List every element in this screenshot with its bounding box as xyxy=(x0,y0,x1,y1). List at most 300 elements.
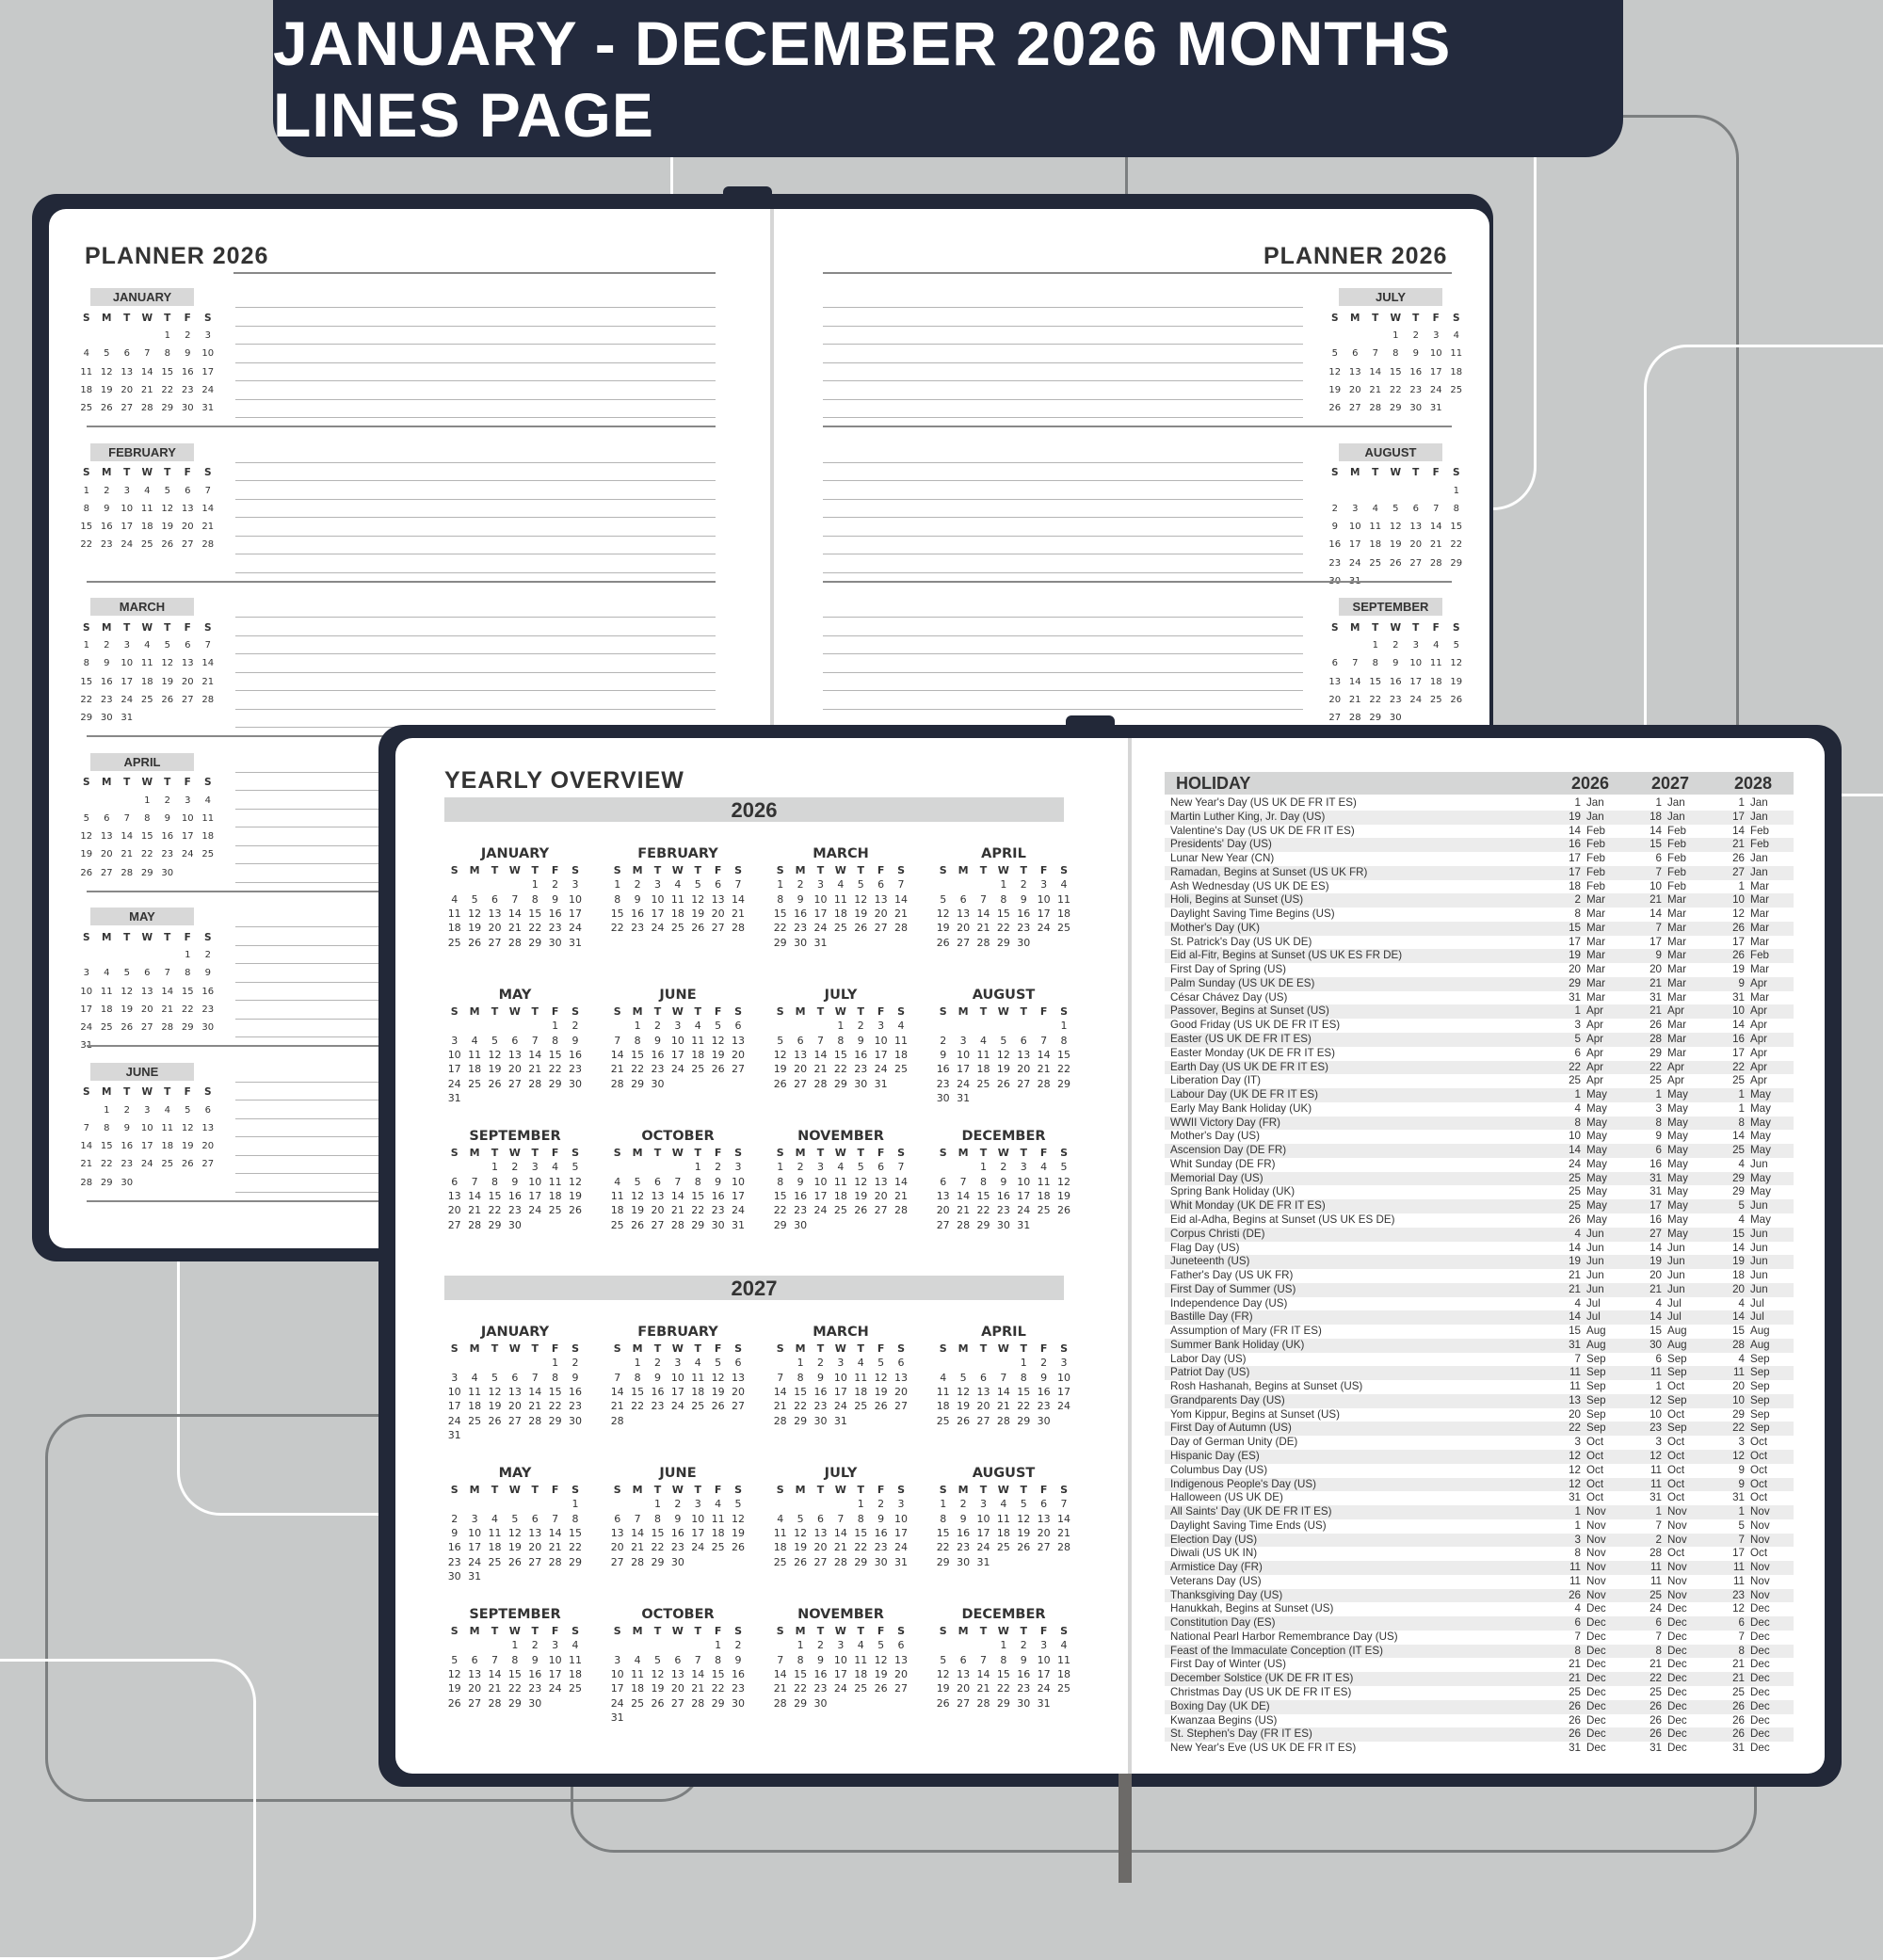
writing-line[interactable] xyxy=(235,462,716,463)
day-cell: 9 xyxy=(674,1512,682,1525)
day-cell: 23 xyxy=(1017,1682,1031,1695)
day-cell: 26 xyxy=(100,403,113,414)
month-calendar-march xyxy=(770,1323,911,1428)
day-cell: 20 xyxy=(874,1190,888,1203)
planner-left-title: PLANNER 2026 xyxy=(85,243,269,269)
writing-line[interactable] xyxy=(235,517,716,518)
day-cell: 17 xyxy=(691,1527,705,1540)
day-cell: 15 xyxy=(610,908,624,921)
day-cell: 27 xyxy=(488,936,502,949)
day-cell: 2 xyxy=(185,330,191,342)
holiday-day: 15 xyxy=(1569,1325,1581,1338)
holiday-month: May xyxy=(1586,1199,1607,1213)
weekday-label: T xyxy=(1372,467,1379,479)
weekday-label: S xyxy=(776,1484,784,1497)
day-cell: 2 xyxy=(674,1498,682,1511)
day-cell: 17 xyxy=(894,1527,909,1540)
day-cell: 19 xyxy=(161,522,174,533)
holiday-year-2028: 2028 xyxy=(1734,774,1773,793)
weekday-header-row xyxy=(1325,309,1467,327)
day-cell: 13 xyxy=(201,1122,215,1133)
holiday-day: 1 xyxy=(1738,1505,1745,1518)
day-cell: 23 xyxy=(651,1063,665,1076)
holiday-day: 22 xyxy=(1732,1422,1745,1435)
day-cell: 23 xyxy=(732,1682,746,1695)
day-cell: 15 xyxy=(691,1190,705,1203)
day-cell: 2 xyxy=(451,1512,459,1525)
holiday-name: Hanukkah, Begins at Sunset (US) xyxy=(1170,1602,1334,1615)
writing-line[interactable] xyxy=(823,672,1303,673)
day-cell: 29 xyxy=(161,403,174,414)
day-cell: 14 xyxy=(610,1386,624,1399)
day-cell: 6 xyxy=(614,1512,621,1525)
week-row xyxy=(607,1526,748,1540)
day-cell: 29 xyxy=(1057,1077,1071,1090)
week-row xyxy=(607,1385,748,1399)
week-row xyxy=(76,381,218,399)
weekday-label: T xyxy=(816,1484,825,1497)
day-cell: 12 xyxy=(488,1049,502,1062)
weekday-header-row xyxy=(607,1624,748,1638)
weekday-label: W xyxy=(671,1342,684,1356)
holiday-row xyxy=(1165,991,1794,1005)
day-cell: 5 xyxy=(653,1653,661,1666)
holiday-day: 21 xyxy=(1732,1658,1745,1671)
day-cell: 29 xyxy=(996,1696,1010,1710)
holiday-month: Apr xyxy=(1750,976,1768,989)
day-cell: 13 xyxy=(711,892,725,906)
day-cell: 30 xyxy=(181,403,194,414)
weekday-label: S xyxy=(1060,1147,1068,1160)
section-divider xyxy=(87,581,716,583)
day-cell: 11 xyxy=(140,503,153,514)
holiday-month: Dec xyxy=(1586,1644,1606,1657)
holiday-day: 21 xyxy=(1650,893,1662,907)
day-cell: 24 xyxy=(1017,1204,1031,1217)
weekday-label: W xyxy=(834,1625,846,1638)
day-cell: 19 xyxy=(488,1063,502,1076)
week-row xyxy=(933,1091,1074,1105)
holiday-month: May xyxy=(1667,1130,1688,1143)
holiday-month: May xyxy=(1667,1227,1688,1240)
weekday-label: S xyxy=(571,864,579,877)
day-cell: 28 xyxy=(813,1077,828,1090)
holiday-month: Aug xyxy=(1750,1338,1770,1351)
holiday-month: Feb xyxy=(1667,852,1686,865)
day-cell: 22 xyxy=(100,1159,113,1170)
holiday-month: Oct xyxy=(1750,1436,1768,1449)
day-cell: 31 xyxy=(894,1555,909,1568)
day-cell: 3 xyxy=(816,878,824,892)
day-cell: 29 xyxy=(631,1077,645,1090)
writing-line[interactable] xyxy=(235,635,716,636)
day-cell: 21 xyxy=(468,1204,482,1217)
writing-line[interactable] xyxy=(823,499,1303,500)
day-cell: 4 xyxy=(104,968,110,979)
day-cell: 15 xyxy=(488,1190,502,1203)
holiday-day: 19 xyxy=(1569,949,1581,962)
holiday-day: 11 xyxy=(1732,1574,1745,1587)
day-cell: 18 xyxy=(140,676,153,687)
writing-line[interactable] xyxy=(823,653,1303,654)
day-cell: 23 xyxy=(794,922,808,935)
holiday-month: Feb xyxy=(1586,824,1605,837)
weekday-label: S xyxy=(897,1147,905,1160)
holiday-month: Mar xyxy=(1586,893,1605,907)
day-cell: 13 xyxy=(794,1049,808,1062)
writing-line[interactable] xyxy=(235,480,716,481)
writing-line[interactable] xyxy=(235,672,716,673)
writing-line[interactable] xyxy=(235,499,716,500)
day-cell: 20 xyxy=(936,1204,950,1217)
day-cell: 23 xyxy=(874,1541,888,1554)
day-cell: 31 xyxy=(1429,403,1442,414)
weekday-label: T xyxy=(653,1342,662,1356)
writing-line[interactable] xyxy=(235,536,716,537)
day-cell: 7 xyxy=(837,1512,845,1525)
day-cell: 16 xyxy=(100,522,113,533)
day-cell: 12 xyxy=(854,1175,868,1188)
day-cell: 4 xyxy=(164,1104,170,1116)
week-row xyxy=(76,500,218,518)
day-cell: 3 xyxy=(471,1512,478,1525)
weekday-label: T xyxy=(164,312,171,324)
day-cell: 29 xyxy=(140,867,153,878)
day-cell: 18 xyxy=(854,1386,868,1399)
day-cell: 17 xyxy=(528,1190,542,1203)
day-cell: 14 xyxy=(201,503,215,514)
day-cell: 13 xyxy=(874,1175,888,1188)
weekday-label: S xyxy=(613,1005,621,1019)
day-cell: 8 xyxy=(634,1371,641,1384)
weekday-label: S xyxy=(571,1147,579,1160)
week-row xyxy=(444,935,586,949)
weekday-header-row xyxy=(444,1146,586,1160)
weekday-header-row xyxy=(607,863,748,877)
holiday-month: Apr xyxy=(1667,1060,1685,1073)
holiday-name: Constitution Day (ES) xyxy=(1170,1616,1276,1630)
holiday-row xyxy=(1165,811,1794,825)
writing-line[interactable] xyxy=(823,690,1303,691)
day-cell: 27 xyxy=(874,1204,888,1217)
weekday-label: M xyxy=(958,1342,969,1356)
writing-line[interactable] xyxy=(235,344,716,345)
section-divider xyxy=(823,426,1452,427)
weekday-label: S xyxy=(939,1342,947,1356)
writing-line[interactable] xyxy=(823,480,1303,481)
holiday-month: Dec xyxy=(1667,1713,1687,1727)
day-cell: 10 xyxy=(691,1512,705,1525)
holiday-row xyxy=(1165,1283,1794,1297)
writing-line[interactable] xyxy=(235,307,716,308)
day-cell: 21 xyxy=(548,1541,562,1554)
day-cell: 29 xyxy=(976,1218,990,1231)
writing-line[interactable] xyxy=(823,380,1303,381)
day-cell: 12 xyxy=(773,1049,787,1062)
day-cell: 5 xyxy=(715,1020,722,1033)
holiday-day: 8 xyxy=(1574,1116,1581,1129)
holiday-month: Sep xyxy=(1586,1380,1606,1393)
day-cell: 11 xyxy=(468,1386,482,1399)
week-row xyxy=(444,1540,586,1554)
weekday-label: T xyxy=(1020,864,1028,877)
day-cell: 31 xyxy=(447,1091,461,1104)
week-row xyxy=(933,877,1074,892)
writing-line[interactable] xyxy=(235,380,716,381)
weekday-label: T xyxy=(1412,312,1420,324)
day-cell: 1 xyxy=(940,1498,947,1511)
month-name: AUGUST xyxy=(972,1466,1036,1481)
holiday-row xyxy=(1165,1088,1794,1102)
day-cell: 27 xyxy=(201,1159,215,1170)
holiday-row xyxy=(1165,1478,1794,1492)
weekday-label: T xyxy=(857,864,865,877)
weekday-label: W xyxy=(508,1342,521,1356)
day-cell: 25 xyxy=(691,1063,705,1076)
day-cell: 8 xyxy=(83,503,89,514)
holiday-row xyxy=(1165,1547,1794,1561)
day-cell: 20 xyxy=(957,922,971,935)
holiday-row xyxy=(1165,1117,1794,1131)
day-cell: 21 xyxy=(833,1541,847,1554)
day-cell: 11 xyxy=(488,1527,502,1540)
weekday-label: T xyxy=(1020,1005,1028,1019)
writing-line[interactable] xyxy=(823,635,1303,636)
day-cell: 20 xyxy=(181,676,194,687)
day-cell: 14 xyxy=(773,1386,787,1399)
holiday-day: 23 xyxy=(1650,1422,1662,1435)
week-row xyxy=(607,1371,748,1385)
writing-line[interactable] xyxy=(823,462,1303,463)
writing-line[interactable] xyxy=(235,417,716,418)
month-calendar-july xyxy=(770,1464,911,1569)
day-cell: 4 xyxy=(940,1371,947,1384)
day-cell: 10 xyxy=(201,348,215,360)
weekday-label: F xyxy=(551,1625,559,1638)
weekday-header-row xyxy=(76,464,218,482)
weekday-label: M xyxy=(632,864,643,877)
week-row xyxy=(770,1019,911,1033)
writing-line[interactable] xyxy=(235,617,716,618)
holiday-day: 31 xyxy=(1569,1491,1581,1504)
day-cell: 11 xyxy=(691,1371,705,1384)
writing-line[interactable] xyxy=(235,362,716,363)
day-cell: 27 xyxy=(670,1696,684,1710)
holiday-row xyxy=(1165,1172,1794,1186)
day-cell: 24 xyxy=(181,849,194,860)
day-cell: 1 xyxy=(715,1639,722,1652)
writing-line[interactable] xyxy=(235,326,716,327)
week-row xyxy=(444,1203,586,1217)
day-cell: 30 xyxy=(1017,1696,1031,1710)
day-cell: 8 xyxy=(104,1122,110,1133)
writing-line[interactable] xyxy=(823,617,1303,618)
holiday-month: Sep xyxy=(1750,1407,1770,1421)
holiday-day: 19 xyxy=(1732,963,1745,976)
holiday-name: St. Stephen's Day (FR IT ES) xyxy=(1170,1727,1312,1741)
day-cell: 15 xyxy=(773,908,787,921)
writing-line[interactable] xyxy=(823,362,1303,363)
writing-line[interactable] xyxy=(823,709,1303,710)
holiday-day: 25 xyxy=(1732,1686,1745,1698)
day-cell: 21 xyxy=(957,1204,971,1217)
writing-line[interactable] xyxy=(823,572,1303,573)
day-cell: 30 xyxy=(732,1696,746,1710)
holiday-month: Dec xyxy=(1750,1630,1770,1643)
week-row xyxy=(770,1653,911,1667)
day-cell: 15 xyxy=(1369,676,1382,687)
day-cell: 23 xyxy=(528,1682,542,1695)
holiday-month: Mar xyxy=(1586,935,1605,948)
day-cell: 29 xyxy=(488,1218,502,1231)
holiday-day: 1 xyxy=(1655,1088,1662,1101)
week-row xyxy=(444,1695,586,1710)
day-cell: 2 xyxy=(940,1034,947,1047)
holiday-day: 28 xyxy=(1650,1033,1662,1046)
writing-line[interactable] xyxy=(823,517,1303,518)
day-cell: 14 xyxy=(813,1049,828,1062)
holiday-day: 8 xyxy=(1655,1116,1662,1129)
day-cell: 18 xyxy=(488,1541,502,1554)
day-cell: 9 xyxy=(1331,522,1338,533)
weekday-label: F xyxy=(1039,1147,1048,1160)
holiday-month: Feb xyxy=(1750,824,1769,837)
holiday-day: 18 xyxy=(1732,1269,1745,1282)
day-cell: 28 xyxy=(1369,403,1382,414)
day-cell: 8 xyxy=(797,1653,804,1666)
day-cell: 24 xyxy=(894,1541,909,1554)
weekday-label: T xyxy=(816,1342,825,1356)
day-cell: 7 xyxy=(959,1175,967,1188)
day-cell: 29 xyxy=(181,1022,194,1034)
day-cell: 18 xyxy=(447,922,461,935)
weekday-label: S xyxy=(450,864,459,877)
day-cell: 19 xyxy=(1017,1527,1031,1540)
writing-line[interactable] xyxy=(235,572,716,573)
day-cell: 5 xyxy=(877,1357,885,1370)
day-cell: 12 xyxy=(874,1653,888,1666)
day-cell: 1 xyxy=(1000,1639,1007,1652)
day-cell: 31 xyxy=(610,1711,624,1724)
day-cell: 29 xyxy=(651,1555,665,1568)
day-cell: 5 xyxy=(185,1104,191,1116)
day-cell: 8 xyxy=(979,1175,987,1188)
holiday-month: Mar xyxy=(1667,893,1686,907)
holiday-month: Aug xyxy=(1667,1338,1687,1351)
weekday-label: T xyxy=(979,1625,988,1638)
writing-line[interactable] xyxy=(823,417,1303,418)
holiday-day: 12 xyxy=(1650,1393,1662,1406)
day-cell: 15 xyxy=(651,1527,665,1540)
day-cell: 15 xyxy=(569,1527,583,1540)
day-cell: 30 xyxy=(569,1077,583,1090)
writing-line[interactable] xyxy=(235,399,716,400)
day-cell: 3 xyxy=(123,640,130,651)
holiday-day: 12 xyxy=(1732,908,1745,921)
day-cell: 21 xyxy=(691,1682,705,1695)
writing-line[interactable] xyxy=(235,709,716,710)
holiday-month: Dec xyxy=(1586,1699,1606,1712)
holiday-day: 19 xyxy=(1569,1255,1581,1268)
holiday-month: Apr xyxy=(1750,1046,1768,1059)
writing-line[interactable] xyxy=(235,690,716,691)
holiday-day: 14 xyxy=(1650,1310,1662,1324)
day-cell: 1 xyxy=(1060,1020,1068,1033)
month-name: DECEMBER xyxy=(961,1129,1046,1144)
day-cell: 7 xyxy=(164,968,170,979)
day-cell: 4 xyxy=(471,1371,478,1384)
holiday-month: Nov xyxy=(1667,1588,1687,1601)
week-row xyxy=(770,1203,911,1217)
weekday-label: W xyxy=(141,312,153,324)
day-cell: 23 xyxy=(121,1159,134,1170)
weekday-label: T xyxy=(653,1147,662,1160)
holiday-day: 6 xyxy=(1574,1616,1581,1630)
day-cell: 17 xyxy=(140,1141,153,1152)
day-cell: 27 xyxy=(140,1022,153,1034)
holiday-name: Valentine's Day (US UK DE FR IT ES) xyxy=(1170,824,1355,837)
day-cell: 28 xyxy=(80,1177,93,1188)
day-cell: 14 xyxy=(1037,1049,1051,1062)
holiday-month: Jan xyxy=(1586,796,1604,809)
holiday-month: May xyxy=(1750,1088,1771,1101)
holiday-day: 7 xyxy=(1655,921,1662,934)
writing-line[interactable] xyxy=(823,326,1303,327)
holiday-month: Apr xyxy=(1750,1004,1768,1018)
holiday-month: May xyxy=(1586,1171,1607,1184)
writing-line[interactable] xyxy=(823,307,1303,308)
day-cell: 30 xyxy=(1389,713,1402,724)
holiday-row xyxy=(1165,1366,1794,1380)
week-row xyxy=(933,1189,1074,1203)
week-row xyxy=(933,935,1074,949)
writing-line[interactable] xyxy=(823,399,1303,400)
holiday-month: Oct xyxy=(1750,1491,1768,1504)
writing-line[interactable] xyxy=(823,344,1303,345)
writing-line[interactable] xyxy=(823,536,1303,537)
planner-month-label: SEPTEMBER xyxy=(1339,598,1442,616)
day-cell: 19 xyxy=(121,1004,134,1015)
day-cell: 19 xyxy=(711,1386,725,1399)
day-cell: 1 xyxy=(1020,1357,1027,1370)
week-row xyxy=(444,1569,586,1583)
day-cell: 12 xyxy=(854,892,868,906)
weekday-label: T xyxy=(164,931,171,943)
day-cell: 25 xyxy=(140,694,153,705)
day-cell: 16 xyxy=(507,1190,522,1203)
weekday-label: S xyxy=(571,1342,579,1356)
weekday-label: W xyxy=(671,1625,684,1638)
day-cell: 21 xyxy=(773,1682,787,1695)
day-cell: 13 xyxy=(507,1049,522,1062)
day-cell: 28 xyxy=(691,1696,705,1710)
day-cell: 11 xyxy=(80,366,93,378)
writing-line[interactable] xyxy=(235,653,716,654)
day-cell: 15 xyxy=(854,1527,868,1540)
day-cell: 1 xyxy=(491,1161,498,1174)
holiday-day: 27 xyxy=(1732,865,1745,878)
day-cell: 18 xyxy=(631,1682,645,1695)
day-cell: 4 xyxy=(674,878,682,892)
day-cell: 26 xyxy=(1450,694,1463,705)
day-cell: 5 xyxy=(1020,1498,1027,1511)
weekday-label: S xyxy=(450,1005,459,1019)
month-calendar-december xyxy=(933,1127,1074,1232)
weekday-label: F xyxy=(1039,864,1048,877)
week-row xyxy=(444,1189,586,1203)
month-calendar-september xyxy=(444,1605,586,1711)
weekday-label: W xyxy=(141,621,153,634)
